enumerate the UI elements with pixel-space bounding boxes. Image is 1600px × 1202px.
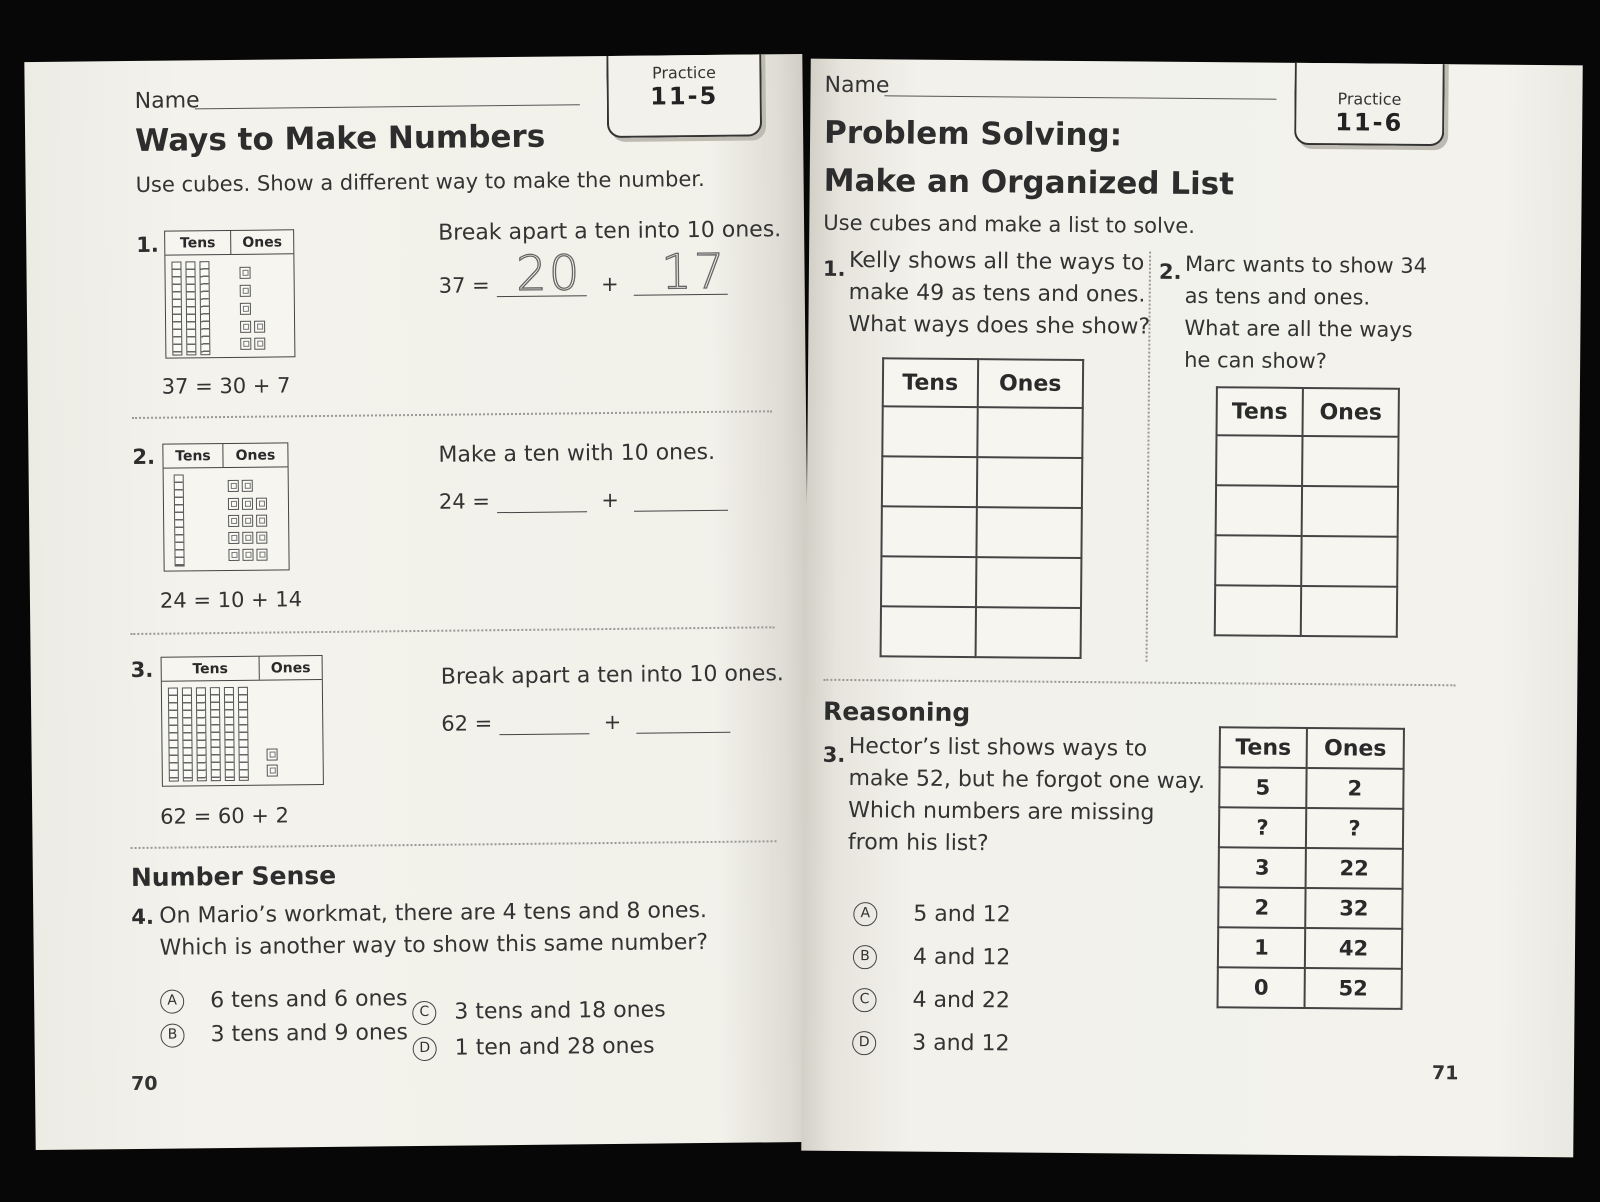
one-cube xyxy=(267,748,278,760)
answer-cell[interactable] xyxy=(976,557,1082,608)
option-a[interactable] xyxy=(160,986,408,1014)
equation-3 xyxy=(441,709,730,736)
problem-2-text xyxy=(1184,248,1427,378)
ten-rod xyxy=(168,688,179,782)
practice-tab xyxy=(606,54,762,138)
problem-3-line: make 52, but he forgot one way. xyxy=(848,766,1206,795)
plus-sign: + xyxy=(603,709,622,735)
kelly-table xyxy=(880,357,1085,659)
option-b[interactable] xyxy=(853,944,1011,970)
tens-cell: 2 xyxy=(1218,887,1305,928)
hector-table xyxy=(1217,726,1405,1010)
one-cube xyxy=(240,321,251,333)
answer-cell[interactable] xyxy=(975,607,1081,658)
problem-3-text xyxy=(848,731,1206,862)
ten-rod xyxy=(174,474,185,566)
one-cube xyxy=(242,498,253,510)
marc-table xyxy=(1214,386,1400,638)
tens-cell: ? xyxy=(1219,807,1306,848)
option-b-text: 3 tens and 9 ones xyxy=(210,1020,408,1048)
ten-rod xyxy=(171,261,182,355)
number-sense-heading: Number Sense xyxy=(130,860,337,893)
page-number: 71 xyxy=(1431,1062,1459,1085)
problem-2-number: 2. xyxy=(1158,259,1182,284)
problem-1-number: 1. xyxy=(136,232,159,257)
option-d-text: 1 ten and 28 ones xyxy=(454,1033,655,1061)
option-b-text: 4 and 12 xyxy=(912,944,1011,971)
one-cube xyxy=(240,338,251,350)
option-d-bubble[interactable]: D xyxy=(413,1037,437,1061)
place-value-chart-2 xyxy=(162,442,289,571)
problem-1-line: What ways does she show? xyxy=(848,311,1151,340)
divider xyxy=(823,679,1455,687)
one-cube xyxy=(240,285,251,297)
problem-3-line: Hector’s list shows ways to xyxy=(848,734,1148,762)
tens-header: Tens xyxy=(1217,387,1303,436)
one-cube xyxy=(242,480,253,492)
one-cube xyxy=(256,549,267,561)
one-cube xyxy=(240,303,251,315)
option-a-text: 6 tens and 6 ones xyxy=(210,986,408,1014)
problem-2-number: 2. xyxy=(132,444,156,469)
answer-blank-3b[interactable] xyxy=(636,709,730,734)
option-b-bubble[interactable]: B xyxy=(853,945,877,969)
practice-number: 11-5 xyxy=(650,81,719,111)
answer-cell[interactable] xyxy=(1301,536,1397,587)
name-label: Name xyxy=(824,72,890,99)
ones-cell: 32 xyxy=(1305,888,1402,929)
caption-1: 37 = 30 + 7 xyxy=(161,373,291,399)
answer-cell[interactable] xyxy=(976,457,1082,508)
answer-blank-1b[interactable] xyxy=(633,243,727,301)
answer-cell[interactable] xyxy=(1215,585,1301,636)
answer-cell[interactable] xyxy=(1302,486,1398,537)
option-d-bubble[interactable]: D xyxy=(852,1031,876,1055)
problem-4-line-2: Which is another way to show this same number? xyxy=(159,929,709,961)
practice-label: Practice xyxy=(1337,89,1402,109)
answer-cell[interactable] xyxy=(882,406,977,457)
handwritten-answer-1a: 20 xyxy=(515,245,582,302)
plus-sign: + xyxy=(601,487,620,513)
caption-2: 24 = 10 + 14 xyxy=(159,587,303,613)
ten-rod xyxy=(210,687,221,781)
ones-header: Ones xyxy=(977,359,1083,408)
answer-cell[interactable] xyxy=(1301,586,1397,637)
problem-2-line: he can show? xyxy=(1184,347,1327,374)
answer-blank-3a[interactable] xyxy=(499,710,589,735)
option-b[interactable] xyxy=(160,1020,408,1048)
ones-cell: 2 xyxy=(1306,768,1403,809)
one-cube xyxy=(228,549,239,561)
answer-cell[interactable] xyxy=(1216,485,1302,536)
plus-sign: + xyxy=(600,271,619,297)
one-cube xyxy=(254,321,265,333)
chart-ones-header: Ones xyxy=(270,659,311,677)
prompt-2: Make a ten with 10 ones. xyxy=(438,439,716,468)
divider xyxy=(130,626,774,635)
problem-3-number: 3. xyxy=(130,657,154,683)
ones-cell: 42 xyxy=(1305,928,1402,969)
right-page xyxy=(801,59,1583,1158)
equation-2-lhs: 24 = xyxy=(438,489,491,514)
table-row xyxy=(1219,807,1403,849)
tens-header: Tens xyxy=(883,358,978,407)
ones-header: Ones xyxy=(1307,728,1404,769)
option-c-bubble[interactable]: C xyxy=(412,1001,436,1025)
answer-cell[interactable] xyxy=(881,506,976,557)
equation-1-lhs: 37 = xyxy=(438,273,490,298)
page-title-line-2: Make an Organized List xyxy=(823,162,1235,203)
tens-header: Tens xyxy=(1220,727,1307,768)
answer-cell[interactable] xyxy=(1216,435,1302,486)
problem-1-line: make 49 as tens and ones. xyxy=(848,279,1146,308)
equation-2 xyxy=(439,487,728,514)
ones-cell: ? xyxy=(1306,808,1403,849)
tens-cell: 3 xyxy=(1219,847,1306,888)
answer-blank-1a[interactable] xyxy=(496,245,586,302)
problem-2-line: Marc wants to show 34 xyxy=(1184,251,1428,279)
place-value-chart-1 xyxy=(164,229,295,358)
answer-cell[interactable] xyxy=(977,407,1083,458)
answer-blank-2b[interactable] xyxy=(633,487,727,512)
answer-cell[interactable] xyxy=(882,456,977,507)
problem-2-line: What are all the ways xyxy=(1184,315,1413,342)
practice-tab xyxy=(1294,59,1445,147)
name-line xyxy=(884,95,1276,99)
problem-3-number: 3. xyxy=(822,742,846,767)
chart-ones-header: Ones xyxy=(235,446,276,464)
option-a[interactable] xyxy=(853,901,1011,927)
name-line xyxy=(195,104,580,109)
page-title: Ways to Make Numbers xyxy=(134,118,546,159)
practice-number: 11-6 xyxy=(1335,108,1404,137)
option-c[interactable] xyxy=(852,987,1010,1013)
prompt-1: Break apart a ten into 10 ones. xyxy=(438,217,782,246)
problem-1-text xyxy=(848,245,1150,344)
page-number: 70 xyxy=(130,1072,158,1096)
problem-4-line-1: On Mario’s workmat, there are 4 tens and 8 ones. xyxy=(159,898,708,929)
ten-rod xyxy=(182,687,193,781)
table-row xyxy=(1218,967,1402,1009)
handwritten-answer-1b: 17 xyxy=(660,243,727,301)
answer-cell[interactable] xyxy=(976,507,1082,558)
option-c-text: 4 and 22 xyxy=(912,987,1011,1014)
option-d[interactable] xyxy=(852,1030,1010,1056)
prompt-3: Break apart a ten into 10 ones. xyxy=(440,661,784,690)
one-cube xyxy=(228,498,239,510)
chart-tens-header: Tens xyxy=(162,657,260,681)
one-cube xyxy=(239,267,250,279)
one-cube xyxy=(256,515,267,527)
ten-rod xyxy=(185,261,196,355)
option-c-bubble[interactable]: C xyxy=(852,988,876,1012)
answer-cell[interactable] xyxy=(1215,535,1301,586)
problem-3-line: Which numbers are missing xyxy=(848,798,1155,826)
left-page xyxy=(24,54,813,1150)
table-row xyxy=(1219,847,1403,889)
option-b-bubble[interactable]: B xyxy=(160,1023,184,1047)
one-cube xyxy=(256,532,267,544)
answer-blank-2a[interactable] xyxy=(497,488,587,513)
option-c-text: 3 tens and 18 ones xyxy=(454,997,666,1025)
option-a-bubble[interactable]: A xyxy=(853,902,877,926)
option-d-text: 3 and 12 xyxy=(912,1030,1010,1057)
one-cube xyxy=(242,549,253,561)
chart-tens-header: Tens xyxy=(163,444,223,468)
option-a-text: 5 and 12 xyxy=(913,901,1011,928)
name-label: Name xyxy=(134,88,200,114)
caption-3: 62 = 60 + 2 xyxy=(160,803,290,829)
reasoning-heading: Reasoning xyxy=(822,696,971,728)
ten-rod xyxy=(196,687,207,781)
problem-3-line: from his list? xyxy=(847,830,989,857)
chart-ones-header: Ones xyxy=(242,233,283,251)
one-cube xyxy=(228,532,239,544)
practice-label: Practice xyxy=(651,62,717,83)
option-c[interactable] xyxy=(412,997,666,1025)
answer-cell[interactable] xyxy=(881,556,976,607)
divider xyxy=(132,410,772,419)
answer-cell[interactable] xyxy=(1302,436,1398,487)
table-row xyxy=(1218,927,1402,969)
one-cube xyxy=(228,515,239,527)
ten-rod xyxy=(224,687,235,781)
place-value-chart-3 xyxy=(161,655,324,787)
table-row xyxy=(1219,767,1403,809)
one-cube xyxy=(256,498,267,510)
one-cube xyxy=(228,480,239,492)
ten-rod xyxy=(238,687,249,781)
one-cube xyxy=(242,532,253,544)
one-cube xyxy=(267,764,278,776)
tens-cell: 0 xyxy=(1218,967,1305,1008)
table-row xyxy=(1218,887,1402,929)
tens-cell: 1 xyxy=(1218,927,1305,968)
page-title-line-1: Problem Solving: xyxy=(823,114,1123,154)
problem-4-number: 4. xyxy=(131,904,155,930)
one-cube xyxy=(242,515,253,527)
ten-rod xyxy=(199,261,210,355)
ones-cell: 22 xyxy=(1306,848,1403,889)
instructions: Use cubes and make a list to solve. xyxy=(823,210,1196,239)
problem-1-line: Kelly shows all the ways to xyxy=(848,247,1145,276)
answer-cell[interactable] xyxy=(881,606,976,657)
instructions: Use cubes. Show a different way to make the number. xyxy=(135,166,705,197)
one-cube xyxy=(254,338,265,350)
problem-2-line: as tens and ones. xyxy=(1184,283,1371,310)
ones-header: Ones xyxy=(1303,388,1399,437)
option-d[interactable] xyxy=(413,1034,655,1062)
chart-tens-header: Tens xyxy=(165,231,231,255)
ones-cell: 52 xyxy=(1305,968,1402,1009)
equation-1 xyxy=(438,243,728,302)
divider xyxy=(131,840,777,849)
option-a-bubble[interactable]: A xyxy=(160,989,184,1013)
equation-3-lhs: 62 = xyxy=(441,711,493,736)
tens-cell: 5 xyxy=(1219,767,1306,808)
problem-1-number: 1. xyxy=(822,256,846,281)
